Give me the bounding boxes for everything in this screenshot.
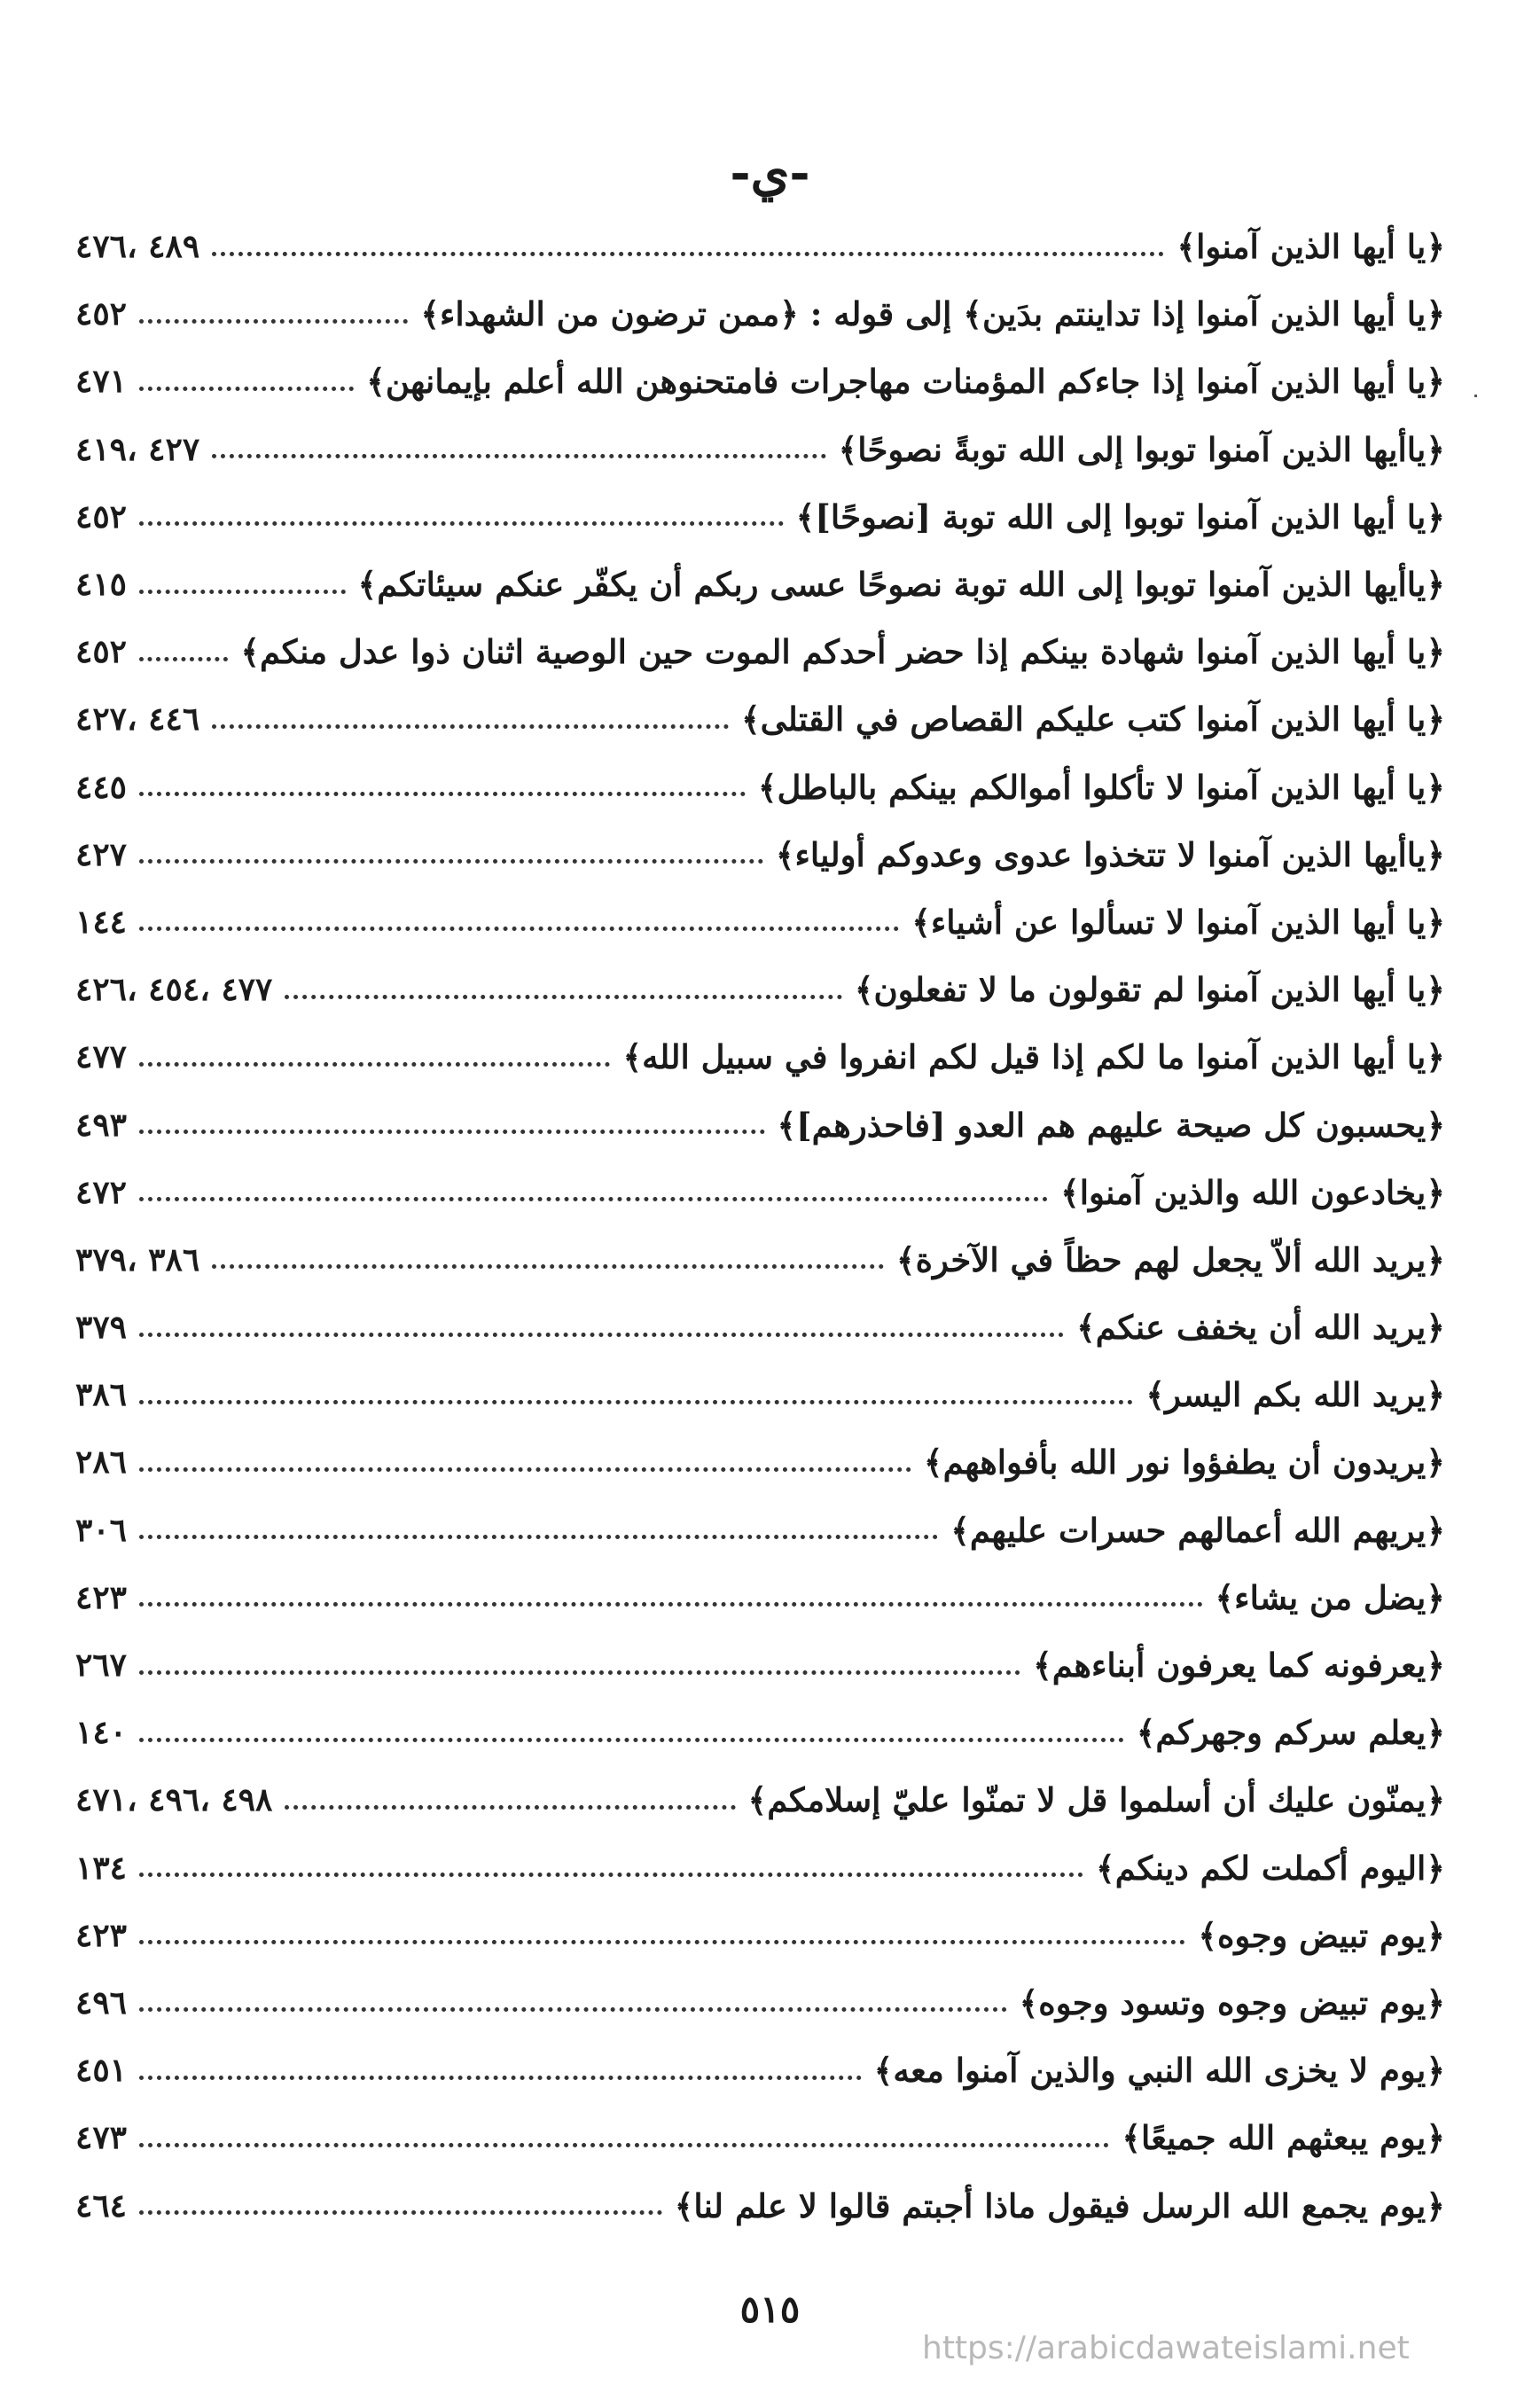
page-references: ٤٩٦ bbox=[75, 1983, 128, 2021]
index-entry bbox=[75, 956, 1445, 1023]
page-references: ٢٨٦ bbox=[75, 1443, 128, 1482]
dot-leader bbox=[139, 1734, 1124, 1742]
verse-text: ﴿ياأيها الذين آمنوا توبوا إلى الله توبةً نصوحًا﴾ bbox=[838, 429, 1445, 469]
verse-text: ﴿يا أيها الذين آمنوا كتب عليكم القصاص في القتلى﴾ bbox=[740, 700, 1445, 739]
index-entry bbox=[75, 685, 1445, 753]
page-references: ٤٢٧ ،٤١٩ bbox=[75, 430, 200, 468]
verse-text: ﴿يا أيها الذين آمنوا شهادة بينكم إذا حضر أحدكم الموت حين الوصية اثنان ذوا عدل منكم﴾ bbox=[240, 632, 1445, 672]
verse-text: ﴿يوم تبيض وجوه﴾ bbox=[1198, 1915, 1445, 1955]
page-references: ٤٧١ bbox=[75, 363, 128, 401]
index-entry bbox=[75, 1564, 1445, 1631]
page-references: ١٤٠ bbox=[75, 1714, 128, 1752]
verse-text: ﴿يا أيها الذين آمنوا﴾ bbox=[1176, 227, 1445, 267]
page-references: ٣٠٦ bbox=[75, 1511, 128, 1549]
verse-text: ﴿يريد الله أن يخفف عنكم﴾ bbox=[1076, 1308, 1445, 1348]
dot-leader bbox=[139, 1193, 1048, 1201]
verse-text: ﴿يا أيها الذين آمنوا لا تسألوا عن أشياء﴾ bbox=[911, 902, 1445, 942]
page-references: ١٣٤ bbox=[75, 1849, 128, 1887]
dot-leader bbox=[139, 1464, 911, 1472]
index-entry bbox=[75, 1631, 1445, 1699]
verse-text: ﴿يوم تبيض وجوه وتسود وجوه﴾ bbox=[1019, 1982, 1445, 2022]
index-entry bbox=[75, 1969, 1445, 2037]
dot-leader bbox=[139, 518, 784, 526]
page-references: ٣٨٦ ،٣٧٩ bbox=[75, 1240, 200, 1279]
index-entry bbox=[75, 1023, 1445, 1091]
verse-text: ﴿يوم يبعثهم الله جميعًا﴾ bbox=[1122, 2118, 1445, 2158]
dot-leader bbox=[212, 721, 729, 729]
index-entry bbox=[75, 1091, 1445, 1158]
page-references: ٤٢٣ bbox=[75, 1916, 128, 1954]
dot-leader bbox=[285, 1802, 735, 1810]
dot-leader bbox=[139, 1667, 1020, 1675]
index-entry bbox=[75, 1834, 1445, 1902]
index-entry bbox=[75, 2104, 1445, 2171]
dot-leader bbox=[285, 991, 841, 999]
verse-text: ﴿يا أيها الذين آمنوا لا تأكلوا أموالكم بينكم بالباطل﴾ bbox=[757, 767, 1445, 807]
page-references: ٤٢٧ bbox=[75, 835, 128, 873]
dot-leader bbox=[139, 788, 746, 796]
index-entry bbox=[75, 1428, 1445, 1496]
verse-text: ﴿يضل من يشاء﴾ bbox=[1215, 1577, 1445, 1617]
dot-leader bbox=[139, 316, 408, 324]
margin-mark bbox=[1474, 395, 1477, 397]
verse-text: ﴿يا أيها الذين آمنوا توبوا إلى الله توبة [نصوحًا]﴾ bbox=[795, 497, 1445, 536]
page-number: ٥١٥ bbox=[739, 2287, 801, 2331]
index-entries bbox=[75, 213, 1445, 2240]
index-entry bbox=[75, 213, 1445, 280]
index-entry bbox=[75, 2037, 1445, 2104]
page-references: ٤٥١ bbox=[75, 2052, 128, 2090]
dot-leader bbox=[139, 2207, 662, 2215]
page-references: ٤٨٩ ،٤٧٦ bbox=[75, 228, 200, 266]
index-entry bbox=[75, 1226, 1445, 1294]
verse-text: ﴿يا أيها الذين آمنوا إذا تداينتم بدَين﴾ إلى قوله : ﴿ممن ترضون من الشهداء﴾ bbox=[420, 294, 1445, 334]
page-references: ٤٤٦ ،٤٢٧ bbox=[75, 700, 200, 739]
verse-text: ﴿يمنّون عليك أن أسلموا قل لا تمنّوا عليّ إسلامكم﴾ bbox=[747, 1780, 1445, 1820]
verse-text: ﴿ياأيها الذين آمنوا توبوا إلى الله توبة نصوحًا عسى ربكم أن يكفّر عنكم سيئاتكم﴾ bbox=[357, 565, 1445, 605]
dot-leader bbox=[212, 248, 1164, 256]
page-references: ٢٦٧ bbox=[75, 1646, 128, 1685]
verse-text: ﴿يعرفونه كما يعرفون أبناءهم﴾ bbox=[1033, 1646, 1445, 1685]
index-entry bbox=[75, 1699, 1445, 1766]
page-references: ٤٥٢ bbox=[75, 633, 128, 671]
dot-leader bbox=[139, 2072, 862, 2080]
dot-leader bbox=[212, 1261, 884, 1269]
index-entry bbox=[75, 280, 1445, 348]
verse-text: ﴿يعلم سركم وجهركم﴾ bbox=[1136, 1713, 1445, 1753]
verse-text: ﴿يريد الله بكم اليسر﴾ bbox=[1145, 1375, 1445, 1415]
index-entry bbox=[75, 754, 1445, 821]
dot-leader bbox=[139, 856, 763, 864]
index-entry bbox=[75, 1361, 1445, 1428]
verse-text: ﴿يحسبون كل صيحة عليهم هم العدو [فاحذرهم]﴾ bbox=[777, 1105, 1445, 1145]
index-entry bbox=[75, 821, 1445, 888]
page-references: ٤٥٢ bbox=[75, 497, 128, 536]
dot-leader bbox=[139, 1599, 1202, 1607]
verse-text: ﴿يا أيها الذين آمنوا إذا جاءكم المؤمنات مهاجرات فامتحنوهن الله أعلم بإيمانهن﴾ bbox=[366, 362, 1445, 402]
dot-leader bbox=[139, 1531, 938, 1539]
verse-text: ﴿يوم يجمع الله الرسل فيقول ماذا أجبتم قالوا لا علم لنا﴾ bbox=[674, 2186, 1445, 2225]
page-references: ٤٤٥ bbox=[75, 768, 128, 806]
page-references: ٣٨٦ bbox=[75, 1376, 128, 1414]
index-entry bbox=[75, 551, 1445, 618]
page-references: ٤٥٢ bbox=[75, 295, 128, 333]
page-references: ٤٧٧ bbox=[75, 1038, 128, 1076]
page-references: ٤٩٨ ،٤٩٦ ،٤٧١ bbox=[75, 1781, 273, 1819]
page-references: ١٤٤ bbox=[75, 903, 128, 941]
section-letter-heading: -ي- bbox=[730, 144, 810, 202]
dot-leader bbox=[139, 2004, 1007, 2012]
dot-leader bbox=[139, 923, 899, 931]
verse-text: ﴿يا أيها الذين آمنوا لم تقولون ما لا تفعلون﴾ bbox=[854, 970, 1445, 1010]
verse-text: ﴿يوم لا يخزى الله النبي والذين آمنوا معه﴾ bbox=[873, 2051, 1445, 2091]
dot-leader bbox=[139, 1869, 1083, 1877]
index-entry bbox=[75, 1902, 1445, 1969]
dot-leader bbox=[139, 2139, 1109, 2147]
index-entry bbox=[75, 2171, 1445, 2239]
page-references: ٤٩٣ bbox=[75, 1106, 128, 1144]
dot-leader bbox=[139, 653, 228, 661]
dot-leader bbox=[212, 450, 825, 458]
watermark-url: https://arabicdawateislami.net bbox=[922, 2330, 1410, 2366]
verse-text: ﴿اليوم أكملت لكم دينكم﴾ bbox=[1096, 1848, 1445, 1888]
index-entry bbox=[75, 483, 1445, 551]
index-entry bbox=[75, 1497, 1445, 1564]
index-entry bbox=[75, 348, 1445, 415]
dot-leader bbox=[139, 1936, 1185, 1944]
index-entry bbox=[75, 1159, 1445, 1226]
dot-leader bbox=[139, 1059, 610, 1067]
index-entry bbox=[75, 1766, 1445, 1834]
index-entry bbox=[75, 618, 1445, 685]
verse-text: ﴿يريهم الله أعمالهم حسرات عليهم﴾ bbox=[950, 1510, 1445, 1550]
dot-leader bbox=[139, 1126, 764, 1134]
verse-text: ﴿يخادعون الله والذين آمنوا﴾ bbox=[1060, 1172, 1445, 1212]
index-entry bbox=[75, 1294, 1445, 1361]
dot-leader bbox=[139, 383, 354, 391]
page-references: ٤٧٣ bbox=[75, 2119, 128, 2157]
page-references: ٤٧٧ ،٤٥٤ ،٤٢٦ bbox=[75, 971, 273, 1009]
dot-leader bbox=[139, 1329, 1064, 1337]
verse-text: ﴿ياأيها الذين آمنوا لا تتخذوا عدوى وعدوكم أولياء﴾ bbox=[775, 834, 1445, 874]
page-references: ٤٧٢ bbox=[75, 1173, 128, 1211]
verse-text: ﴿يا أيها الذين آمنوا ما لكم إذا قيل لكم انفروا في سبيل الله﴾ bbox=[622, 1037, 1445, 1077]
dot-leader bbox=[139, 586, 346, 594]
dot-leader bbox=[139, 1396, 1133, 1404]
page-references: ٤٢٣ bbox=[75, 1578, 128, 1616]
page-references: ٣٧٩ bbox=[75, 1309, 128, 1347]
verse-text: ﴿يريدون أن يطفؤوا نور الله بأفواههم﴾ bbox=[923, 1443, 1445, 1482]
index-entry bbox=[75, 888, 1445, 956]
page-references: ٤١٥ bbox=[75, 566, 128, 604]
index-entry bbox=[75, 416, 1445, 483]
page-references: ٤٦٤ bbox=[75, 2186, 128, 2225]
verse-text: ﴿يريد الله ألاّ يجعل لهم حظاً في الآخرة﴾ bbox=[895, 1239, 1445, 1279]
